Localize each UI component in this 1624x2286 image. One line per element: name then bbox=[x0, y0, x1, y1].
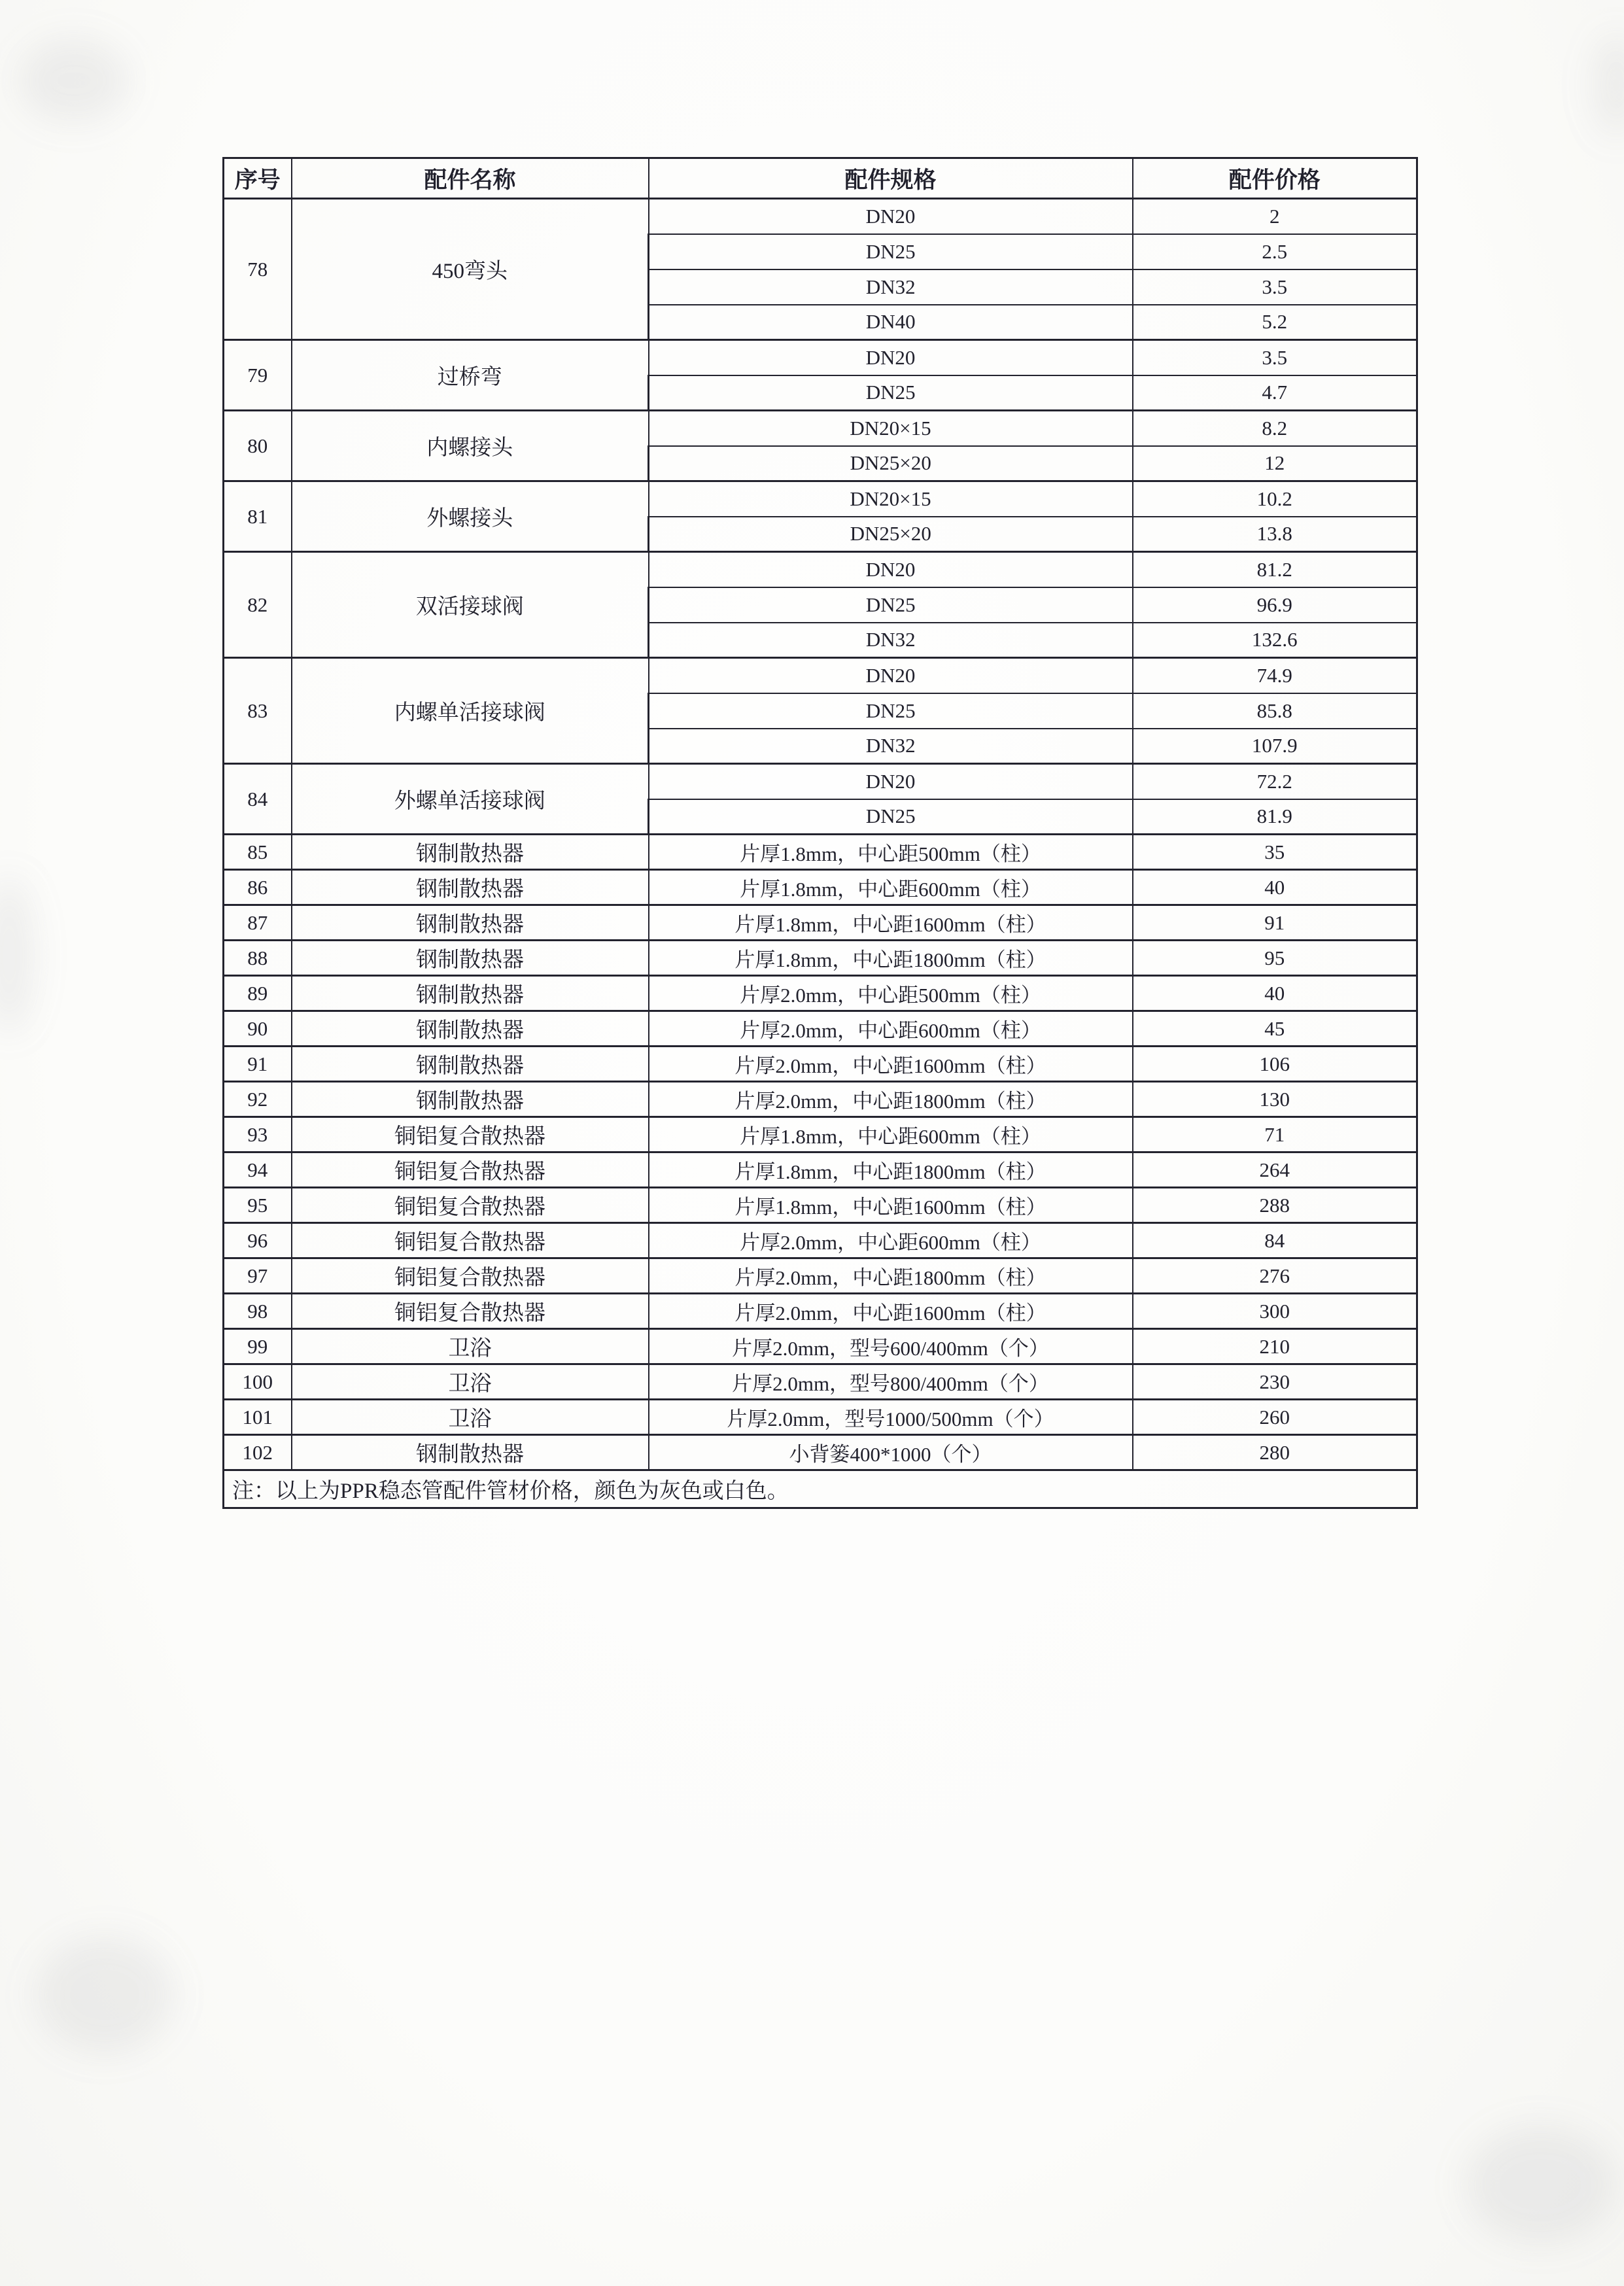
spec-cell: DN40 bbox=[649, 305, 1133, 340]
part-name-cell: 内螺接头 bbox=[292, 411, 649, 481]
spec-cell: 片厚1.8mm，中心距1800mm（柱） bbox=[649, 1152, 1133, 1188]
price-cell: 95 bbox=[1133, 941, 1417, 976]
price-cell: 8.2 bbox=[1133, 411, 1417, 446]
table-row bbox=[224, 340, 1417, 375]
part-name-cell: 铜铝复合散热器 bbox=[292, 1223, 649, 1258]
note-row bbox=[224, 1470, 1417, 1508]
table-row bbox=[224, 1258, 1417, 1294]
table-row bbox=[224, 481, 1417, 517]
part-name-cell: 钢制散热器 bbox=[292, 1435, 649, 1470]
price-cell: 81.2 bbox=[1133, 552, 1417, 587]
price-cell: 71 bbox=[1133, 1117, 1417, 1152]
part-name-cell: 双活接球阀 bbox=[292, 552, 649, 658]
part-name-cell: 钢制散热器 bbox=[292, 870, 649, 905]
part-name-cell: 过桥弯 bbox=[292, 340, 649, 411]
row-number-cell: 87 bbox=[224, 905, 292, 941]
scan-artifact bbox=[1465, 2126, 1615, 2243]
row-number-cell: 99 bbox=[224, 1329, 292, 1364]
price-cell: 40 bbox=[1133, 870, 1417, 905]
table-row bbox=[224, 552, 1417, 587]
price-cell: 106 bbox=[1133, 1047, 1417, 1082]
row-number-cell: 79 bbox=[224, 340, 292, 411]
header-cell-spec: 配件规格 bbox=[649, 158, 1133, 199]
part-name-cell: 卫浴 bbox=[292, 1329, 649, 1364]
table-row bbox=[224, 1117, 1417, 1152]
spec-cell: DN20×15 bbox=[649, 411, 1133, 446]
part-name-cell: 钢制散热器 bbox=[292, 835, 649, 870]
spec-cell: DN20 bbox=[649, 552, 1133, 587]
table-row bbox=[224, 764, 1417, 799]
row-number-cell: 98 bbox=[224, 1294, 292, 1329]
price-cell: 210 bbox=[1133, 1329, 1417, 1364]
part-name-cell: 钢制散热器 bbox=[292, 1082, 649, 1117]
spec-cell: 片厚2.0mm，中心距1600mm（柱） bbox=[649, 1294, 1133, 1329]
table-row bbox=[224, 905, 1417, 941]
header-cell-name: 配件名称 bbox=[292, 158, 649, 199]
spec-cell: DN20 bbox=[649, 764, 1133, 799]
row-number-cell: 96 bbox=[224, 1223, 292, 1258]
row-number-cell: 82 bbox=[224, 552, 292, 658]
spec-cell: DN32 bbox=[649, 269, 1133, 305]
row-number-cell: 85 bbox=[224, 835, 292, 870]
row-number-cell: 93 bbox=[224, 1117, 292, 1152]
header-cell-price: 配件价格 bbox=[1133, 158, 1417, 199]
table-row bbox=[224, 835, 1417, 870]
spec-cell: DN32 bbox=[649, 729, 1133, 764]
price-cell: 230 bbox=[1133, 1364, 1417, 1400]
spec-cell: DN25 bbox=[649, 799, 1133, 835]
spec-cell: 片厚2.0mm，中心距1800mm（柱） bbox=[649, 1258, 1133, 1294]
table-row bbox=[224, 411, 1417, 446]
part-name-cell: 铜铝复合散热器 bbox=[292, 1152, 649, 1188]
table-row bbox=[224, 1047, 1417, 1082]
spec-cell: 片厚2.0mm，中心距600mm（柱） bbox=[649, 1223, 1133, 1258]
table-note: 注：以上为PPR稳态管配件管材价格，颜色为灰色或白色。 bbox=[224, 1470, 1417, 1508]
table-row bbox=[224, 1364, 1417, 1400]
part-name-cell: 钢制散热器 bbox=[292, 1011, 649, 1047]
table-row bbox=[224, 1294, 1417, 1329]
row-number-cell: 81 bbox=[224, 481, 292, 552]
row-number-cell: 86 bbox=[224, 870, 292, 905]
part-name-cell: 卫浴 bbox=[292, 1364, 649, 1400]
table-row bbox=[224, 976, 1417, 1011]
price-cell: 81.9 bbox=[1133, 799, 1417, 835]
spec-cell: 片厚2.0mm，中心距600mm（柱） bbox=[649, 1011, 1133, 1047]
price-cell: 84 bbox=[1133, 1223, 1417, 1258]
row-number-cell: 89 bbox=[224, 976, 292, 1011]
price-cell: 2 bbox=[1133, 199, 1417, 234]
row-number-cell: 101 bbox=[224, 1400, 292, 1435]
price-cell: 3.5 bbox=[1133, 269, 1417, 305]
spec-cell: DN25 bbox=[649, 587, 1133, 623]
row-number-cell: 88 bbox=[224, 941, 292, 976]
part-name-cell: 外螺单活接球阀 bbox=[292, 764, 649, 835]
price-cell: 40 bbox=[1133, 976, 1417, 1011]
spec-cell: 片厚1.8mm，中心距500mm（柱） bbox=[649, 835, 1133, 870]
price-cell: 72.2 bbox=[1133, 764, 1417, 799]
part-name-cell: 卫浴 bbox=[292, 1400, 649, 1435]
part-name-cell: 内螺单活接球阀 bbox=[292, 658, 649, 764]
spec-cell: 片厚1.8mm，中心距1600mm（柱） bbox=[649, 905, 1133, 941]
table-header bbox=[224, 158, 1417, 199]
row-number-cell: 80 bbox=[224, 411, 292, 481]
spec-cell: 片厚1.8mm，中心距600mm（柱） bbox=[649, 870, 1133, 905]
row-number-cell: 102 bbox=[224, 1435, 292, 1470]
spec-cell: 片厚2.0mm，型号600/400mm（个） bbox=[649, 1329, 1133, 1364]
table-row bbox=[224, 658, 1417, 693]
table-row bbox=[224, 941, 1417, 976]
table-row bbox=[224, 1223, 1417, 1258]
spec-cell: 片厚1.8mm，中心距600mm（柱） bbox=[649, 1117, 1133, 1152]
price-cell: 260 bbox=[1133, 1400, 1417, 1435]
price-cell: 91 bbox=[1133, 905, 1417, 941]
spec-cell: DN25×20 bbox=[649, 517, 1133, 552]
spec-cell: DN20 bbox=[649, 199, 1133, 234]
price-cell: 85.8 bbox=[1133, 693, 1417, 729]
table-row bbox=[224, 870, 1417, 905]
spec-cell: DN20 bbox=[649, 658, 1133, 693]
row-number-cell: 100 bbox=[224, 1364, 292, 1400]
price-cell: 35 bbox=[1133, 835, 1417, 870]
spec-cell: 片厚2.0mm，中心距1800mm（柱） bbox=[649, 1082, 1133, 1117]
row-number-cell: 94 bbox=[224, 1152, 292, 1188]
spec-cell: 片厚1.8mm，中心距1800mm（柱） bbox=[649, 941, 1133, 976]
row-number-cell: 78 bbox=[224, 199, 292, 340]
scan-artifact bbox=[36, 1936, 173, 2054]
price-cell: 130 bbox=[1133, 1082, 1417, 1117]
header-cell-no: 序号 bbox=[224, 158, 292, 199]
table-row bbox=[224, 1011, 1417, 1047]
scan-artifact bbox=[0, 876, 35, 1033]
part-name-cell: 铜铝复合散热器 bbox=[292, 1294, 649, 1329]
part-name-cell: 铜铝复合散热器 bbox=[292, 1188, 649, 1223]
spec-cell: 片厚2.0mm，中心距1600mm（柱） bbox=[649, 1047, 1133, 1082]
table-body bbox=[224, 199, 1417, 1470]
part-name-cell: 外螺接头 bbox=[292, 481, 649, 552]
part-name-cell: 钢制散热器 bbox=[292, 1047, 649, 1082]
table-row bbox=[224, 1188, 1417, 1223]
spec-cell: 片厚2.0mm，型号1000/500mm（个） bbox=[649, 1400, 1133, 1435]
spec-cell: 小背篓400*1000（个） bbox=[649, 1435, 1133, 1470]
spec-cell: DN25 bbox=[649, 234, 1133, 269]
price-cell: 2.5 bbox=[1133, 234, 1417, 269]
price-cell: 45 bbox=[1133, 1011, 1417, 1047]
table-row bbox=[224, 1082, 1417, 1117]
spec-cell: DN25 bbox=[649, 375, 1133, 411]
price-cell: 3.5 bbox=[1133, 340, 1417, 375]
price-cell: 96.9 bbox=[1133, 587, 1417, 623]
spec-cell: DN20×15 bbox=[649, 481, 1133, 517]
table-row bbox=[224, 1329, 1417, 1364]
table-row bbox=[224, 1400, 1417, 1435]
row-number-cell: 84 bbox=[224, 764, 292, 835]
price-cell: 132.6 bbox=[1133, 623, 1417, 658]
price-cell: 264 bbox=[1133, 1152, 1417, 1188]
price-cell: 5.2 bbox=[1133, 305, 1417, 340]
price-cell: 74.9 bbox=[1133, 658, 1417, 693]
table-header-row bbox=[224, 158, 1417, 199]
part-name-cell: 钢制散热器 bbox=[292, 941, 649, 976]
parts-price-table bbox=[222, 157, 1418, 1509]
spec-cell: 片厚2.0mm，中心距500mm（柱） bbox=[649, 976, 1133, 1011]
row-number-cell: 91 bbox=[224, 1047, 292, 1082]
table-row bbox=[224, 1435, 1417, 1470]
price-cell: 288 bbox=[1133, 1188, 1417, 1223]
price-cell: 13.8 bbox=[1133, 517, 1417, 552]
spec-cell: DN32 bbox=[649, 623, 1133, 658]
row-number-cell: 97 bbox=[224, 1258, 292, 1294]
spec-cell: DN20 bbox=[649, 340, 1133, 375]
part-name-cell: 钢制散热器 bbox=[292, 905, 649, 941]
table-row bbox=[224, 1152, 1417, 1188]
price-cell: 4.7 bbox=[1133, 375, 1417, 411]
price-cell: 280 bbox=[1133, 1435, 1417, 1470]
table-footer bbox=[224, 1470, 1417, 1508]
spec-cell: 片厚2.0mm，型号800/400mm（个） bbox=[649, 1364, 1133, 1400]
price-cell: 107.9 bbox=[1133, 729, 1417, 764]
price-cell: 10.2 bbox=[1133, 481, 1417, 517]
price-cell: 276 bbox=[1133, 1258, 1417, 1294]
part-name-cell: 450弯头 bbox=[292, 199, 649, 340]
price-cell: 300 bbox=[1133, 1294, 1417, 1329]
part-name-cell: 铜铝复合散热器 bbox=[292, 1258, 649, 1294]
scan-artifact bbox=[1593, 33, 1624, 137]
row-number-cell: 92 bbox=[224, 1082, 292, 1117]
part-name-cell: 钢制散热器 bbox=[292, 976, 649, 1011]
row-number-cell: 95 bbox=[224, 1188, 292, 1223]
spec-cell: DN25 bbox=[649, 693, 1133, 729]
row-number-cell: 83 bbox=[224, 658, 292, 764]
row-number-cell: 90 bbox=[224, 1011, 292, 1047]
spec-cell: DN25×20 bbox=[649, 446, 1133, 481]
scan-artifact bbox=[18, 38, 130, 123]
price-cell: 12 bbox=[1133, 446, 1417, 481]
part-name-cell: 铜铝复合散热器 bbox=[292, 1117, 649, 1152]
spec-cell: 片厚1.8mm，中心距1600mm（柱） bbox=[649, 1188, 1133, 1223]
table-row bbox=[224, 199, 1417, 234]
